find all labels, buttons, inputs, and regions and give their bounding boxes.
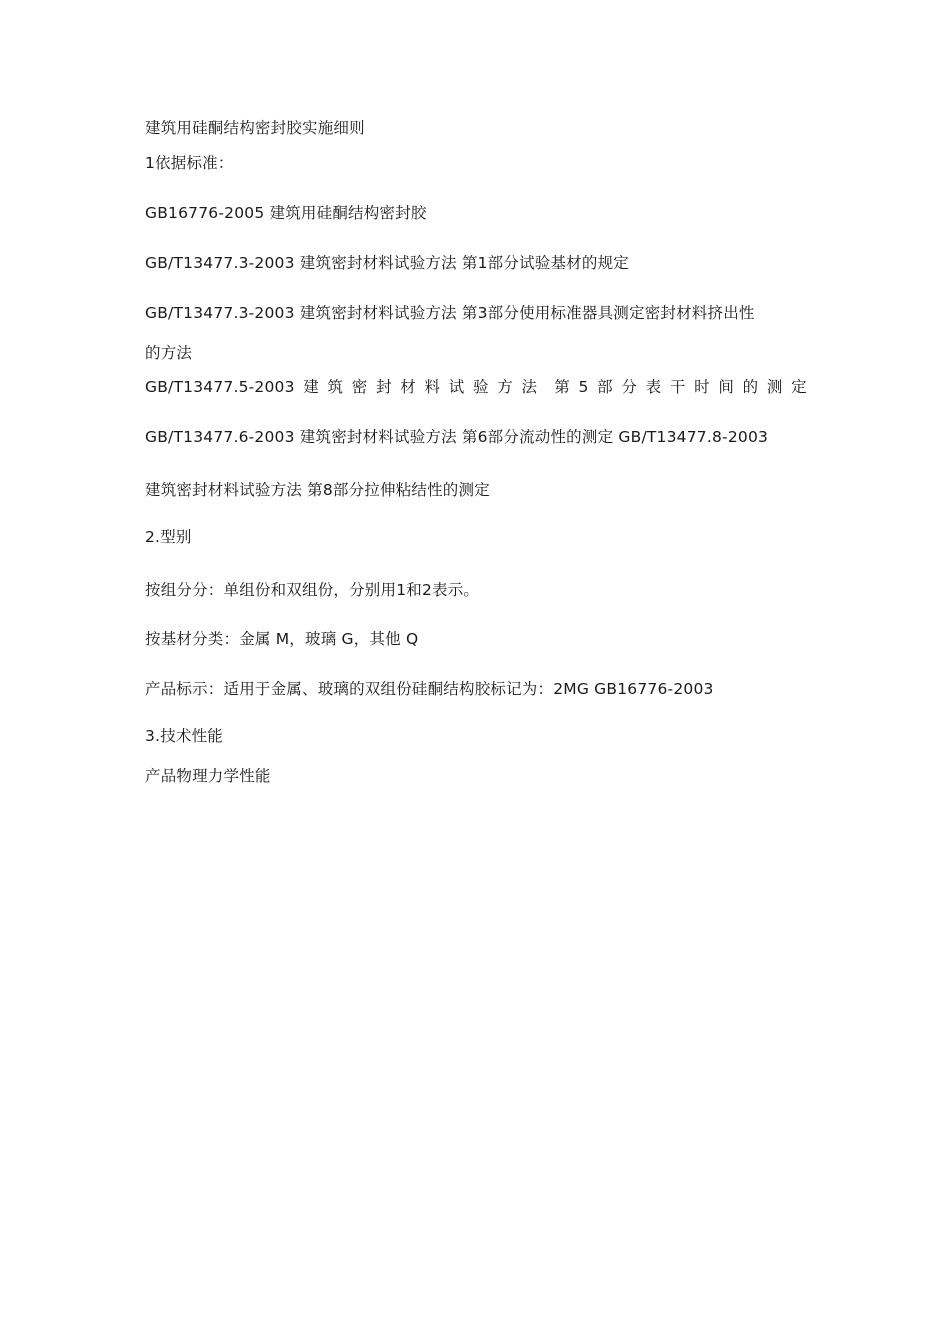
standard-4-char: 料	[424, 378, 441, 396]
standard-item-5: GB/T13477.6-2003 建筑密封材料试验方法 第6部分流动性的测定 GB/T13477.8-2003	[145, 428, 769, 446]
standard-item-3-line-1: GB/T13477.3-2003 建筑密封材料试验方法 第3部分使用标准器具测定密封材料挤出性	[145, 304, 755, 322]
standard-4-char: 密	[351, 378, 368, 396]
standard-4-char: 封	[375, 378, 392, 396]
standard-item-3-line-2: 的方法	[145, 344, 193, 362]
standard-4-char: 定	[791, 378, 807, 396]
standard-4-char: 的	[742, 378, 759, 396]
type-by-component: 按组分分：单组份和双组份，分别用1和2表示。	[145, 581, 480, 599]
standard-item-4	[145, 377, 807, 397]
section-3-heading: 3.技术性能	[145, 727, 223, 745]
product-marking: 产品标示：适用于金属、玻璃的双组份硅酮结构胶标记为：2MG GB16776-2003	[145, 680, 714, 698]
standard-4-code: GB/T13477.5-2003	[145, 378, 295, 396]
standard-4-char: 间	[718, 378, 735, 396]
standard-4-char: 干	[669, 378, 686, 396]
section-2-heading: 2.型别	[145, 528, 192, 546]
standard-4-char: 方	[497, 378, 513, 396]
standard-4-char: 时	[694, 378, 710, 396]
standard-4-char: 试	[448, 378, 465, 396]
standard-4-char: 测	[766, 378, 783, 396]
standard-4-char: 验	[472, 378, 489, 396]
document-title: 建筑用硅酮结构密封胶实施细则	[145, 119, 365, 137]
standard-4-char: 第	[554, 378, 570, 396]
standard-4-char: 筑	[327, 378, 344, 396]
standard-item-1: GB16776-2005 建筑用硅酮结构密封胶	[145, 204, 427, 222]
standard-4-char: 表	[645, 378, 662, 396]
standard-4-char: 材	[400, 378, 416, 396]
physical-properties-heading: 产品物理力学性能	[145, 767, 271, 785]
section-1-heading: 1依据标准：	[145, 154, 234, 172]
standard-4-char: 部	[597, 378, 613, 396]
standard-item-2: GB/T13477.3-2003 建筑密封材料试验方法 第1部分试验基材的规定	[145, 254, 629, 272]
type-by-substrate: 按基材分类：金属 M，玻璃 G，其他 Q	[145, 630, 419, 648]
standard-item-6: 建筑密封材料试验方法 第8部分拉伸粘结性的测定	[145, 481, 490, 499]
standard-4-char: 分	[621, 378, 638, 396]
standard-4-char: 法	[521, 378, 538, 396]
standard-4-char: 建	[303, 378, 319, 396]
standard-4-char: 5	[578, 378, 589, 396]
